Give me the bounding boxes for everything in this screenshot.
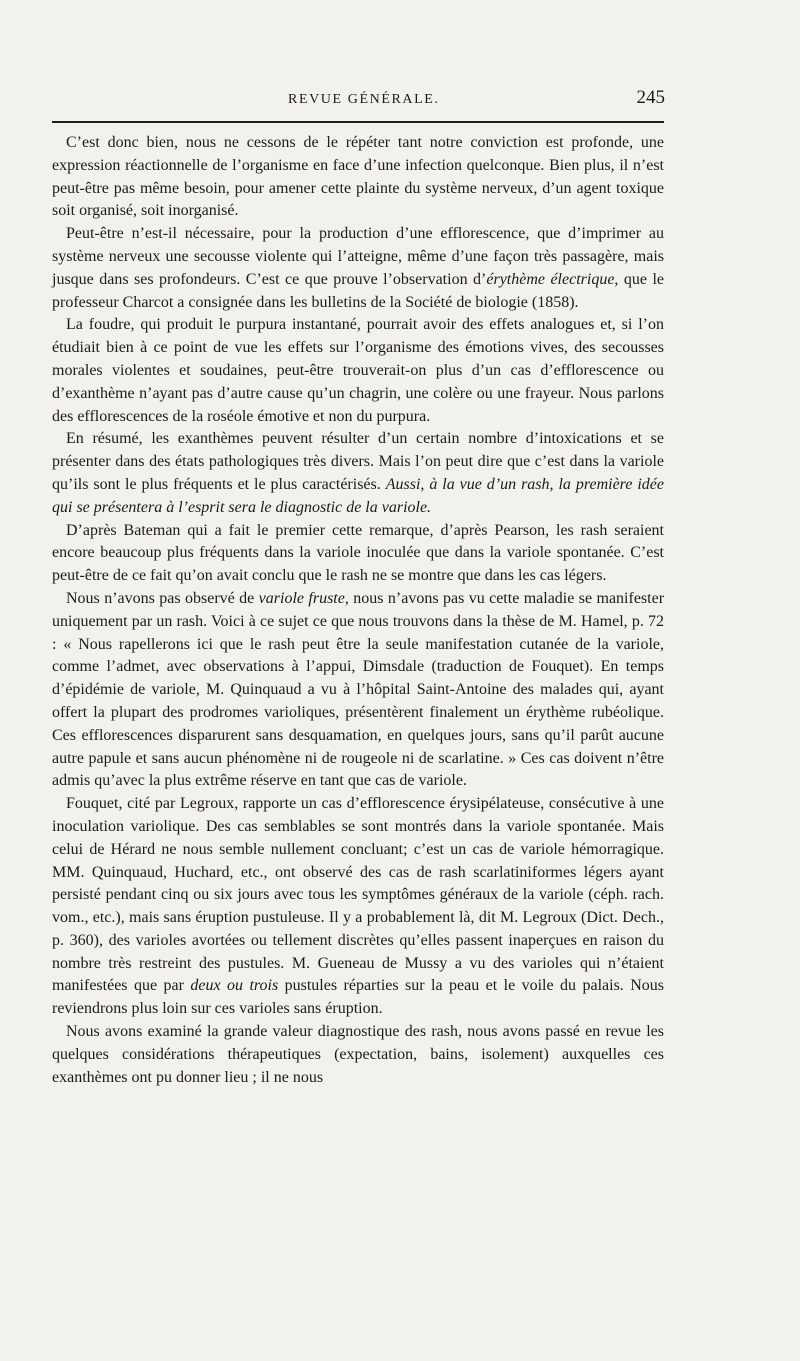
paragraph-2-text-b: , que le professeur Charcot a consignée dans les bulletins de la Société de biologie (1858). (52, 270, 664, 311)
paragraph-2-italic-text: érythème électrique (486, 270, 615, 288)
paragraph-7-text-b: pustules réparties sur la peau et le voile du palais. Nous reviendrons plus loin sur ces varioles sans éruption. (52, 977, 665, 1018)
paragraph-1 (52, 132, 664, 223)
paragraph-7-italic-text: deux ou trois (190, 977, 279, 995)
paragraph-6-italic-text: variole fruste (258, 589, 345, 607)
paragraph-4 (52, 428, 664, 519)
paragraph-8 (52, 1021, 664, 1089)
document-page (52, 86, 664, 1089)
paragraph-7 (52, 793, 664, 1021)
page-number: 245 (636, 87, 665, 108)
paragraph-7-text-a: Fouquet, cité par Legroux, rapporte un cas d’efflorescence érysipélateuse, consécutive à une inoculation variolique. Des cas semblables se sont montrés dans la variole spontanée. Mais celui de Hérard ne nous semble nullement concluant; c’est un cas de variole hémorragique. MM. Quinquaud, Huchard, etc., ont observé des cas de rash scarlatiniformes légers ayant persisté pendant cinq ou six jours avec tous les symptômes généraux de la variole (céph. rach. vom., etc.), mais sans éruption pustuleuse. Il y a probablement là, dit M. Legroux (Dict. Dech., p. 360), des varioles avortées ou tellement discrètes qu’elles passent inaperçues en raison du nombre très restreint des pustules. M. Gueneau de Mussy a vu des varioles qui n’étaient manifestées que par (52, 795, 664, 995)
paragraph-2 (52, 223, 664, 314)
paragraph-5-text: D’après Bateman qui a fait le premier cette remarque, d’après Pearson, les rash seraient encore beaucoup plus fréquents dans la variole inoculée que dans la variole spontanée. C’est peut-être de ce fait qu’on avait conclu que le rash ne se montre que dans les cas légers. (52, 521, 664, 585)
paragraph-2-text-a: Peut-être n’est-il nécessaire, pour la production d’une efflorescence, que d’imprimer au système nerveux une secousse violente qui l’atteigne, même d’une façon très passagère, mais jusque dans ses profondeurs. C’est ce que prouve l’observation d’ (52, 225, 664, 288)
running-title: REVUE GÉNÉRALE. (288, 92, 440, 107)
paragraph-4-italic-text: Aussi, à la vue d’un rash, la première idée qui se présentera à l’esprit sera le diagnostic de la variole. (52, 475, 665, 516)
paragraph-8-text: Nous avons examiné la grande valeur diagnostique des rash, nous avons passé en revue les quelques considérations thérapeutiques (expectation, bains, isolement) auxquelles ces exanthèmes ont pu donner lieu ; il ne nous (52, 1023, 664, 1086)
paragraph-3 (52, 314, 664, 428)
paragraph-6-text-b: , nous n’avons pas vu cette maladie se manifester uniquement par un rash. Voici à ce sujet ce que nous trouvons dans la thèse de M. Hamel, p. 72 : « Nous rapellerons ici que le rash peut être la seule manifestation cutanée de la variole, comme l’admet, avec observations à l’appui, Dimsdale (traduction de Fouquet). En temps d’épidémie de variole, M. Quinquaud a vu à l’hôpital Saint-Antoine des malades qui, ayant offert la plupart des prodromes varioliques, présentèrent finalement un érythème rubéolique. Ces efflorescences disparurent sans desquamation, en quelques jours, sans qu’il parût aucune autre papule et sans aucun phénomène ni de rougeole ni de scarlatine. » Ces cas doivent n’être admis qu’avec la plus extrême réserve en tant que cas de variole. (52, 589, 665, 790)
article-body (52, 132, 664, 1089)
paragraph-6-text-a: Nous n’avons pas observé de (66, 589, 259, 607)
paragraph-1-text: C’est donc bien, nous ne cessons de le répéter tant notre conviction est profonde, une expression réactionnelle de l’organisme en face d’une infection quelconque. Bien plus, il n’est peut-être pas même besoin, pour amener cette plainte du système nerveux, d’un agent toxique soit organisé, soit inorganisé. (52, 134, 664, 220)
header-rule (52, 121, 664, 123)
running-header (52, 86, 664, 112)
paragraph-6 (52, 588, 664, 793)
paragraph-5 (52, 520, 664, 588)
paragraph-4-text: En résumé, les exanthèmes peuvent résulter d’un certain nombre d’intoxications et se présenter dans des états pathologiques très divers. Mais l’on peut dire que c’est dans la variole qu’ils sont le plus fréquents et le plus caractérisés. (52, 430, 664, 493)
paragraph-3-text: La foudre, qui produit le purpura instantané, pourrait avoir des effets analogues et, si l’on étudiait bien à ce point de vue les effets sur l’organisme des émotions vives, des secousses morales violentes et soudaines, peut-être trouverait-on plus d’un cas d’efflorescence ou d’exanthème n’ayant pas d’autre cause qu’un chagrin, une colère ou une frayeur. Nous parlons des efflorescences de la roséole émotive et non du purpura. (52, 316, 664, 425)
